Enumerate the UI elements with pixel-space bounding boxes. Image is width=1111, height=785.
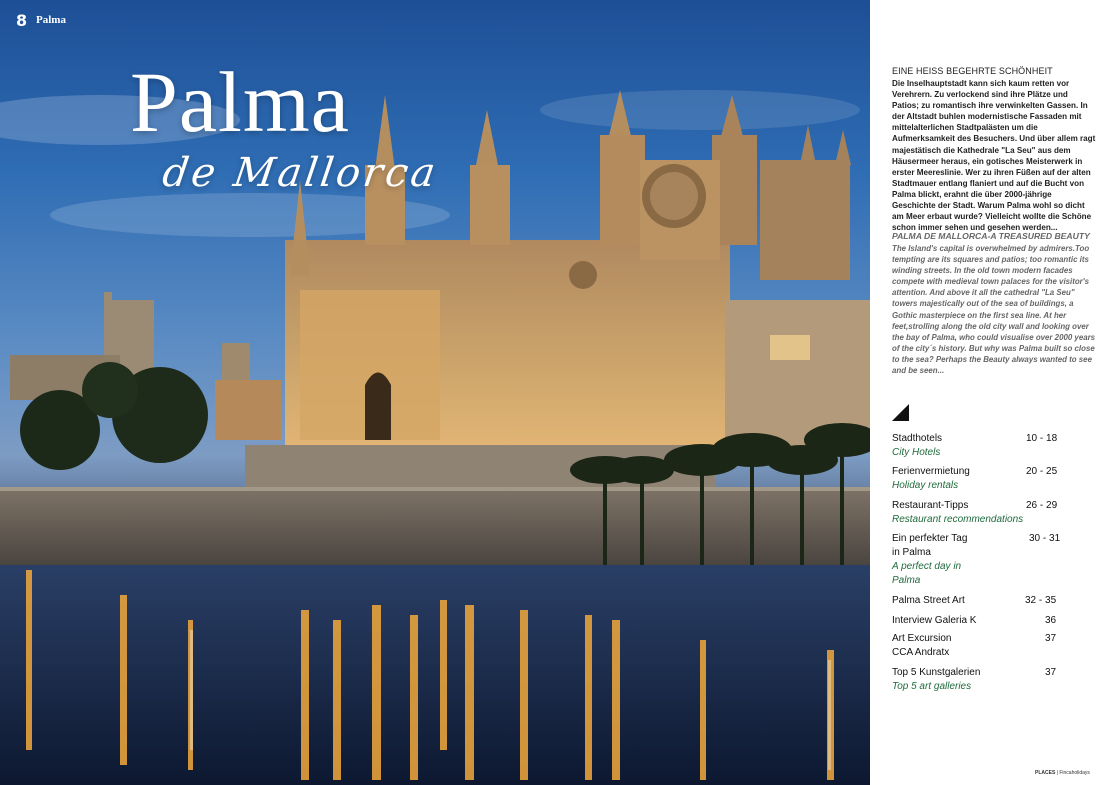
toc-title-de: Art Excursion CCA Andratx — [892, 633, 952, 658]
footer-credit — [1035, 770, 1090, 776]
toc-title-en: Top 5 art galleries — [892, 681, 972, 692]
toc-pages: 37 — [1045, 633, 1057, 644]
footer-site: Fincaholidays — [1059, 770, 1090, 776]
toc-title-de: Palma Street Art — [892, 595, 965, 606]
toc-title-de: Ferienvermietung — [892, 466, 970, 477]
toc-title-de: Restaurant-Tipps — [892, 500, 969, 511]
hero-subtitle: de Mallorca — [159, 150, 442, 196]
toc-pages: 20 - 25 — [1026, 466, 1058, 477]
toc-title-en: A perfect day in Palma — [892, 561, 962, 586]
toc-pages: 36 — [1045, 615, 1057, 626]
left-page-number: 8 — [16, 11, 28, 30]
toc-item-galleries[interactable] — [892, 666, 1062, 694]
german-article-heading: EINE HEISS BEGEHRTE SCHÖNHEIT — [892, 66, 1053, 76]
toc-title-de: Top 5 Kunstgalerien — [892, 667, 981, 678]
toc-item-restaurants[interactable] — [892, 499, 1062, 527]
english-article-body: The Island's capital is overwhelmed by admirers.Too tempting are its squares and patios; too romantic its winding streets. In the old town modern facades compete with medieval town palaces for the visitor's attention. And above it all the cathedral "La Seu" towers majestically out of the sea of buildings, a Gothic masterpiece on the first sea line. At her feet,strolling along the old city wall and looking over the bay of Palma, who could visualise over 2000 years of the city´s history. But why was Palma built so close to the sea? Perhaps the Beauty always wanted to see and be seen... — [892, 244, 1096, 376]
toc-item-city-hotels[interactable] — [892, 432, 1062, 460]
toc-title-en: City Hotels — [892, 447, 941, 458]
hero-title: Palma — [130, 54, 350, 150]
left-page-label: Palma — [36, 14, 66, 26]
footer-separator: | — [1055, 770, 1060, 776]
toc-item-holiday-rentals[interactable] — [892, 465, 1062, 493]
toc-pages: 26 - 29 — [1026, 500, 1058, 511]
toc-pages: 32 - 35 — [1025, 595, 1057, 606]
toc-pages: 30 - 31 — [1029, 533, 1061, 544]
toc-pages: 37 — [1045, 667, 1057, 678]
toc-title-de: Ein perfekter Tag in Palma — [892, 533, 968, 558]
toc-pages: 10 - 18 — [1026, 433, 1058, 444]
toc-item-perfect-day[interactable] — [892, 532, 1062, 588]
german-article-body: Die Inselhauptstadt kann sich kaum retten vor Verehrern. Zu verlockend sind ihre Plätze und Patios; zu romantisch ihre verwinkelten Gassen. In der Altstadt buhlen modernistische Fassaden mit mittelalterlichen Stadtpalästen um die Aufmerksamkeit des Besuchers. Und über allem ragt majestätisch die Kathedrale "La Seu" aus dem Häusermeer heraus, ein gotisches Meisterwerk in erster Meereslinie. Wer zu ihren Füßen auf der alten Stadtmauer entlang flaniert und auf die Bucht von Palma blickt, erahnt die über 2000-jährige Geschichte der Stadt. Warum Palma wohl so dicht am Meer erbaut wurde? Vielleicht wollte die Schöne schon immer sehen und gesehen werden... — [892, 79, 1096, 233]
toc-title-de: Interview Galeria K — [892, 615, 977, 626]
footer-brand: PLACES — [1035, 770, 1056, 776]
toc-title-en: Restaurant recommendations — [892, 514, 1024, 525]
english-article-heading: PALMA DE MALLORCA-A TREASURED BEAUTY — [892, 231, 1090, 241]
toc-title-de: Stadthotels — [892, 433, 943, 444]
toc-item-street-art[interactable] — [892, 594, 1062, 608]
toc-title-en: Holiday rentals — [892, 480, 959, 491]
toc-item-art-excursion[interactable] — [892, 632, 1062, 660]
toc-marker-triangle — [892, 404, 909, 421]
text-page — [870, 0, 1111, 785]
toc-item-interview[interactable] — [892, 614, 1062, 628]
